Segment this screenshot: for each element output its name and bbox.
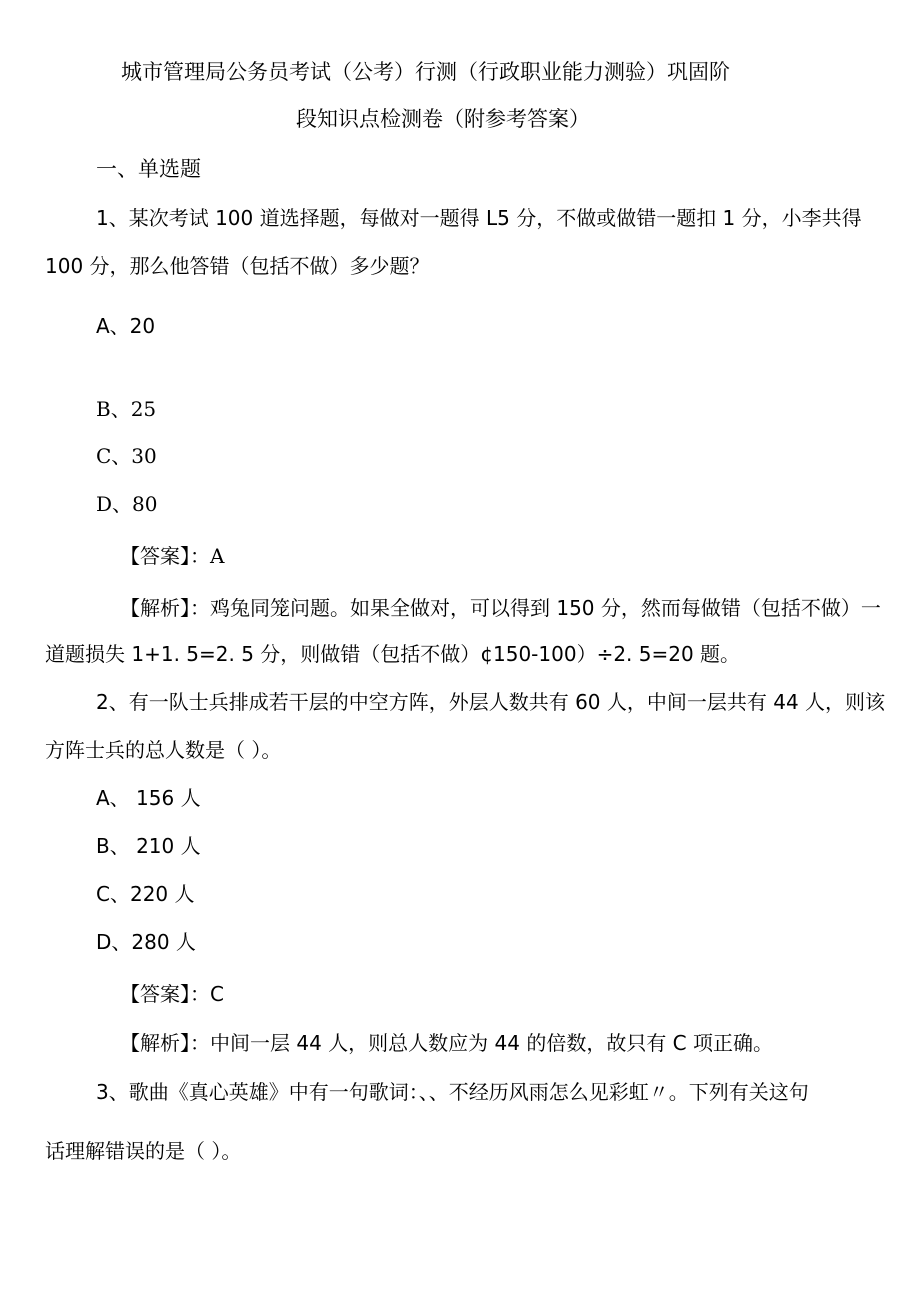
analysis-text: ：鸡兔同笼问题。如果全做对，可以得到 150 分，然而每做错（包括不做）一 bbox=[190, 596, 881, 620]
question-2-option-b: B、 210 人 bbox=[96, 834, 201, 858]
answer-label: 【答案】： bbox=[120, 544, 210, 568]
question-2-stem-line-1: 2、有一队士兵排成若干层的中空方阵，外层人数共有 60 人，中间一层共有 44 人，则该 bbox=[96, 690, 886, 714]
question-2-option-d: D、280 人 bbox=[96, 930, 196, 954]
question-3-stem-line-2: 话理解错误的是（ ）。 bbox=[45, 1139, 242, 1163]
question-1-stem-line-2: 100 分，那么他答错（包括不做）多少题？ bbox=[45, 254, 430, 278]
question-1-analysis-line-1 bbox=[120, 594, 881, 622]
answer-value: ：C bbox=[190, 982, 224, 1006]
document-title-line-2: 段知识点检测卷（附参考答案） bbox=[296, 107, 590, 131]
question-1-option-b: B、25 bbox=[96, 397, 157, 421]
question-1-option-c: C、30 bbox=[96, 444, 157, 468]
question-1-answer bbox=[120, 542, 224, 570]
analysis-text: ：中间一层 44 人，则总人数应为 44 的倍数，故只有 C 项正确。 bbox=[190, 1031, 774, 1055]
answer-label: 【答案】 bbox=[120, 982, 190, 1006]
question-2-option-c: C、220 人 bbox=[96, 882, 195, 906]
question-2-answer bbox=[120, 980, 224, 1008]
section-heading: 一、单选题 bbox=[96, 157, 201, 181]
question-2-analysis-line-1 bbox=[120, 1029, 773, 1057]
analysis-label: 【解析】 bbox=[120, 1031, 190, 1055]
analysis-label: 【解析】 bbox=[120, 596, 190, 620]
answer-value: A bbox=[210, 544, 225, 568]
question-2-option-a: A、 156 人 bbox=[96, 786, 201, 810]
question-1-option-d: D、80 bbox=[96, 492, 158, 516]
question-3-stem-line-1: 3、歌曲《真心英雄》中有一句歌词：、、不经历风雨怎么见彩虹〃。下列有关这句 bbox=[96, 1080, 809, 1104]
question-2-stem-line-2: 方阵士兵的总人数是（ ）。 bbox=[45, 738, 282, 762]
question-1-stem-line-1: 1、某次考试 100 道选择题，每做对一题得 L5 分，不做或做错一题扣 1 分，小李共得 bbox=[96, 206, 862, 230]
question-1-option-a: A、20 bbox=[96, 314, 156, 338]
document-title-line-1: 城市管理局公务员考试（公考）行测（行政职业能力测验）巩固阶 bbox=[121, 60, 730, 84]
question-1-analysis-line-2: 道题损失 1+1. 5=2. 5 分，则做错（包括不做）¢150-100）÷2. 5=20 题。 bbox=[45, 642, 741, 666]
